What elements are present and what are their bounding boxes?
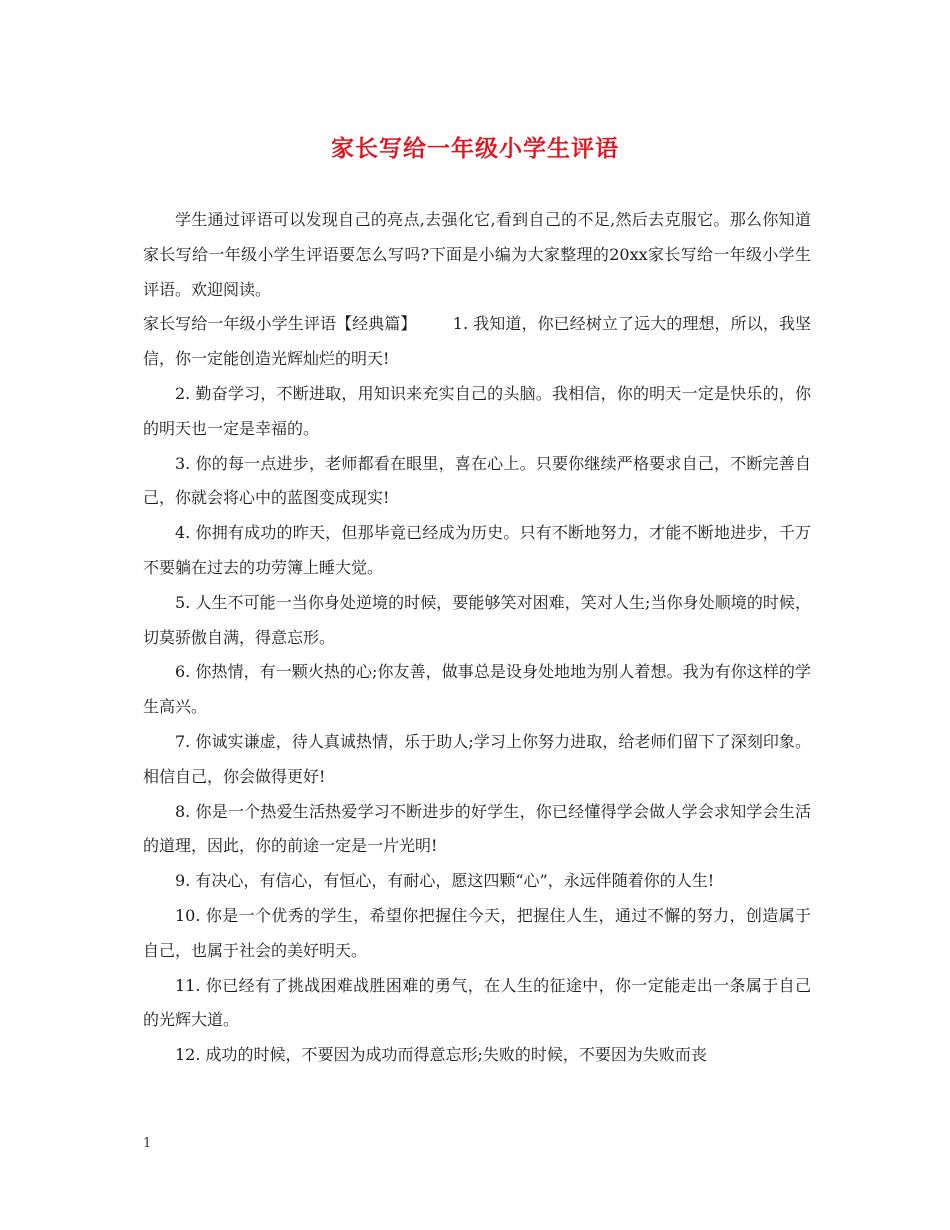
list-item: 4. 你拥有成功的昨天，但那毕竟已经成为历史。只有不断地努力，才能不断地进步，千万不要躺在过去的功劳簿上睡大觉。 — [143, 523, 811, 577]
list-item: 10. 你是一个优秀的学生，希望你把握住今天，把握住人生，通过不懈的努力，创造属于自己，也属于社会的美好明天。 — [143, 905, 811, 960]
list-item: 1. 我知道，你已经树立了远大的理想，所以，我坚信，你一定能创造光辉灿烂的明天! — [143, 314, 811, 369]
list-item: 11. 你已经有了挑战困难战胜困难的勇气，在人生的征途中，你一定能走出一条属于自己的光辉大道。 — [143, 975, 811, 1030]
list-item: 9. 有决心，有信心，有恒心，有耐心，愿这四颗“心”，永远伴随着你的人生! — [175, 871, 715, 891]
list-item: 7. 你诚实谦虚，待人真诚热情，乐于助人;学习上你努力进取，给老师们留下了深刻印象。相信自己，你会做得更好! — [143, 731, 811, 786]
list-item: 12. 成功的时候，不要因为成功而得意忘形;失败的时候，不要因为失败而丧 — [175, 1045, 707, 1065]
section-heading: 家长写给一年级小学生评语【经典篇】 — [143, 314, 417, 334]
list-item: 5. 人生不可能一当你身处逆境的时候，要能够笑对困难，笑对人生;当你身处顺境的时候，切莫骄傲自满，得意忘形。 — [143, 592, 811, 647]
page-number: 1 — [143, 1136, 152, 1151]
document-body — [143, 203, 811, 1073]
section-paragraph — [143, 307, 811, 377]
list-item: 6. 你热情，有一颗火热的心;你友善，做事总是设身处地地为别人着想。我为有你这样的学生高兴。 — [143, 662, 811, 717]
list-item: 3. 你的每一点进步，老师都看在眼里，喜在心上。只要你继续严格要求自己，不断完善自己，你就会将心中的蓝图变成现实! — [143, 453, 811, 508]
intro-paragraph: 学生通过评语可以发现自己的亮点,去强化它,看到自己的不足,然后去克服它。那么你知道家长写给一年级小学生评语要怎么写吗?下面是小编为大家整理的20xx家长写给一年级小学生评语。欢迎阅读。 — [143, 210, 811, 299]
list-item: 8. 你是一个热爱生活热爱学习不断进步的好学生，你已经懂得学会做人学会求知学会生活的道理，因此，你的前途一定是一片光明! — [143, 801, 811, 856]
document-title: 家长写给一年级小学生评语 — [331, 135, 619, 162]
list-item: 2. 勤奋学习，不断进取，用知识来充实自己的头脑。我相信，你的明天一定是快乐的，你的明天也一定是幸福的。 — [143, 383, 811, 438]
